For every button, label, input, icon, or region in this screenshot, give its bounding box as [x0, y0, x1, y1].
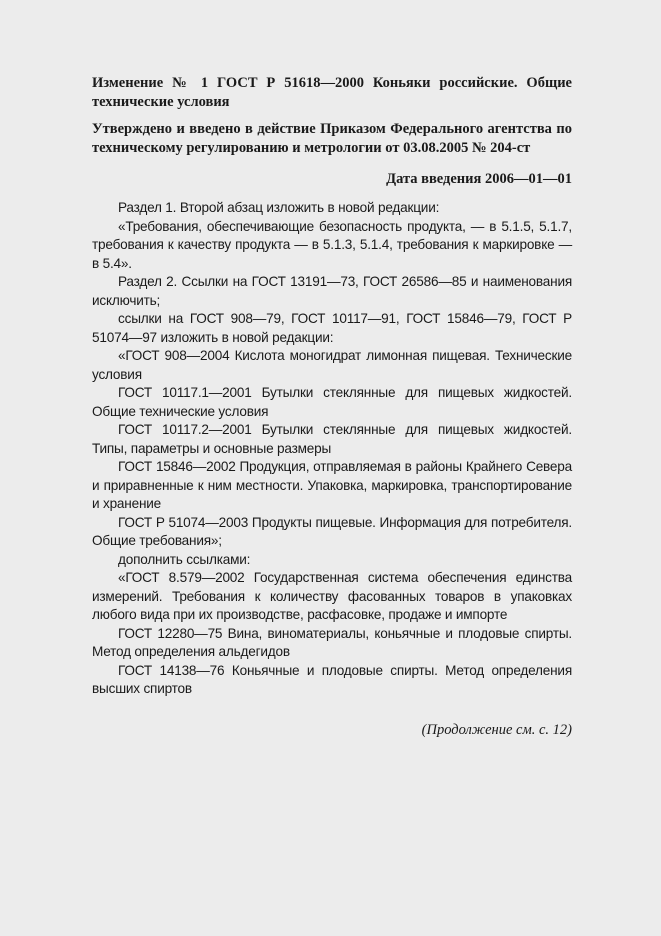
paragraph: ГОСТ 12280—75 Вина, виноматериалы, коньячные и плодовые спирты. Метод определения альдегидов: [92, 625, 572, 659]
amendment-title: Изменение № 1 ГОСТ Р 51618—2000 Коньяки российские. Общие технические условия: [92, 75, 572, 110]
paragraph: ссылки на ГОСТ 908—79, ГОСТ 10117—91, ГОСТ 15846—79, ГОСТ Р 51074—97 изложить в новой редакции:: [92, 311, 572, 345]
paragraph: ГОСТ 10117.1—2001 Бутылки стеклянные для пищевых жидкостей. Общие технические условия: [92, 385, 572, 419]
approval-statement: Утверждено и введено в действие Приказом Федерального агентства по техническому регулированию и метрологии от 03.08.2005 № 204-ст: [92, 121, 572, 156]
paragraph: «ГОСТ 908—2004 Кислота моногидрат лимонная пищевая. Технические условия: [92, 348, 572, 382]
paragraph: ГОСТ 14138—76 Коньячные и плодовые спирты. Метод определения высших спиртов: [92, 662, 572, 696]
paragraph: «Требования, обеспечивающие безопасность продукта, — в 5.1.5, 5.1.7, требования к качеству продукта — в 5.1.3, 5.1.4, требования к маркировке — в 5.4».: [92, 218, 572, 271]
paragraph: Раздел 1. Второй абзац изложить в новой редакции:: [118, 200, 440, 215]
effective-date: Дата введения 2006—01—01: [386, 171, 572, 187]
paragraph: «ГОСТ 8.579—2002 Государственная система обеспечения единства измерений. Требования к количеству фасованных товаров в упаковках любого вида при их производстве, расфасовке, продаже и импорте: [92, 570, 572, 622]
paragraph: дополнить ссылками:: [118, 551, 251, 567]
paragraph: Раздел 2. Ссылки на ГОСТ 13191—73, ГОСТ 26586—85 и наименования исключить;: [92, 274, 572, 308]
continuation-note: (Продолжение см. с. 12): [421, 721, 572, 738]
paragraph: ГОСТ 15846—2002 Продукция, отправляемая в районы Крайнего Севера и приравненные к ним местности. Упаковка, маркировка, транспортирование и хранение: [92, 459, 572, 511]
amendment-body: [92, 199, 572, 699]
paragraph: ГОСТ Р 51074—2003 Продукты пищевые. Информация для потребителя. Общие требования»;: [92, 514, 572, 548]
paragraph: ГОСТ 10117.2—2001 Бутылки стеклянные для пищевых жидкостей. Типы, параметры и основные размеры: [92, 422, 572, 456]
